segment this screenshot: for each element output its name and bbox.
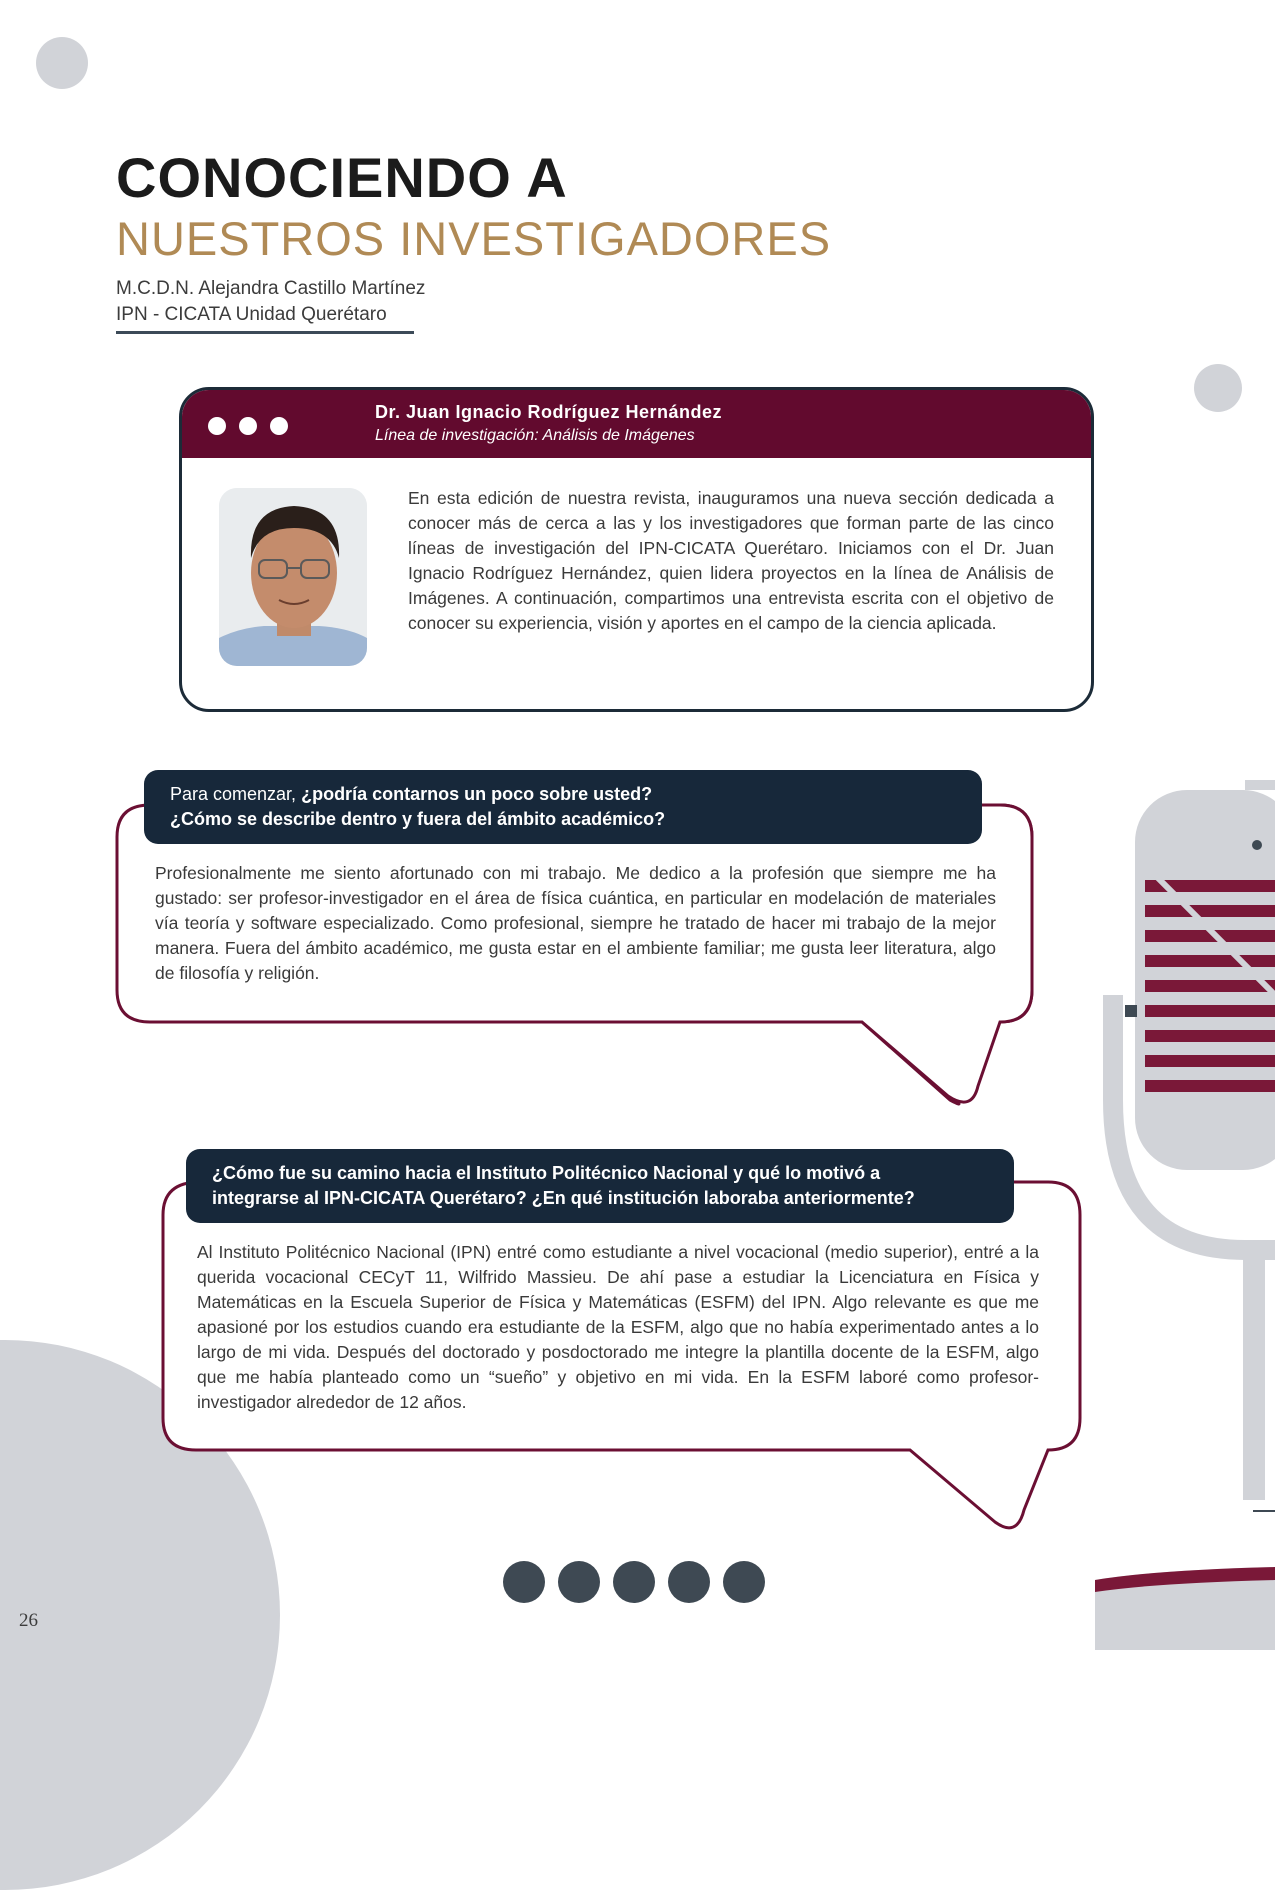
author-name: M.C.D.N. Alejandra Castillo Martínez: [116, 278, 426, 299]
question-2-line-2: integrarse al IPN-CICATA Querétaro? ¿En qué institución laboraba anteriormente?: [212, 1188, 915, 1208]
pagination-dot: [503, 1561, 545, 1603]
answer-1: Profesionalmente me siento afortunado con mi trabajo. Me dedico a la profesión que siempre me ha gustado: ser profesor-investigador en el área de física cuántica, en particular en modelación de materiales vía teoría y software especializado. Como profesional, siempre he tratado de hacer mi trabajo de la mejor manera. Fuera del ámbito académico, me gusta estar en el ambiente familiar; me gusta leer literatura, algo de filosofía y religión.: [155, 863, 996, 983]
research-line: Línea de investigación: Análisis de Imágenes: [375, 427, 695, 444]
answer-2: Al Instituto Politécnico Nacional (IPN) entré como estudiante a nivel vocacional (medio superior), entré a la querida vocacional CECyT 11, Wilfrido Massieu. De ahí pase a estudiar la Licenciatura en Física y Matemáticas en la Escuela Superior de Física y Matemáticas (ESFM) del IPN. Algo relevante es que me apasioné por los estudios cuando era estudiante de la ESFM, algo que no había experimentado antes a lo largo de mi vida. Después del doctorado y posdoctorado me integre la plantilla docente de la ESFM, algo que me había planteado como un “sueño” y objetivo en mi vida. En la ESFM laboré como profesor-investigador alrededor de 12 años.: [197, 1242, 1039, 1412]
pagination-dot: [723, 1561, 765, 1603]
pagination-dot: [558, 1561, 600, 1603]
question-1-line-1: [170, 782, 956, 807]
question-1-line-2: ¿Cómo se describe dentro y fuera del ámbito académico?: [170, 809, 666, 829]
page-number: 26: [19, 1610, 38, 1631]
author-affiliation: IPN - CICATA Unidad Querétaro: [116, 304, 387, 325]
page-subtitle: NUESTROS INVESTIGADORES: [116, 212, 832, 265]
question-2-line-1: ¿Cómo fue su camino hacia el Instituto Politécnico Nacional y qué lo motivó a: [212, 1163, 881, 1183]
question-1: [144, 770, 982, 844]
page-title: CONOCIENDO A: [116, 146, 568, 209]
pagination-dot: [613, 1561, 655, 1603]
pagination-dot: [668, 1561, 710, 1603]
researcher-name: Dr. Juan Ignacio Rodríguez Hernández: [375, 402, 723, 422]
profile-intro: En esta edición de nuestra revista, inauguramos una nueva sección dedicada a conocer más de cerca a las y los investigadores que forman parte de las cinco líneas de investigación del IPN-CICATA Querétaro. Iniciamos con el Dr. Juan Ignacio Rodríguez Hernández, quien lidera proyectos en la línea de Análisis de Imágenes. A continuación, compartimos una entrevista escrita con el objetivo de conocer su experiencia, visión y aportes en el campo de la ciencia aplicada.: [408, 488, 1054, 633]
question-2: [186, 1149, 1014, 1223]
question-1-lead: Para comenzar,: [170, 784, 297, 804]
question-1-text: ¿podría contarnos un poco sobre usted?: [301, 784, 653, 804]
